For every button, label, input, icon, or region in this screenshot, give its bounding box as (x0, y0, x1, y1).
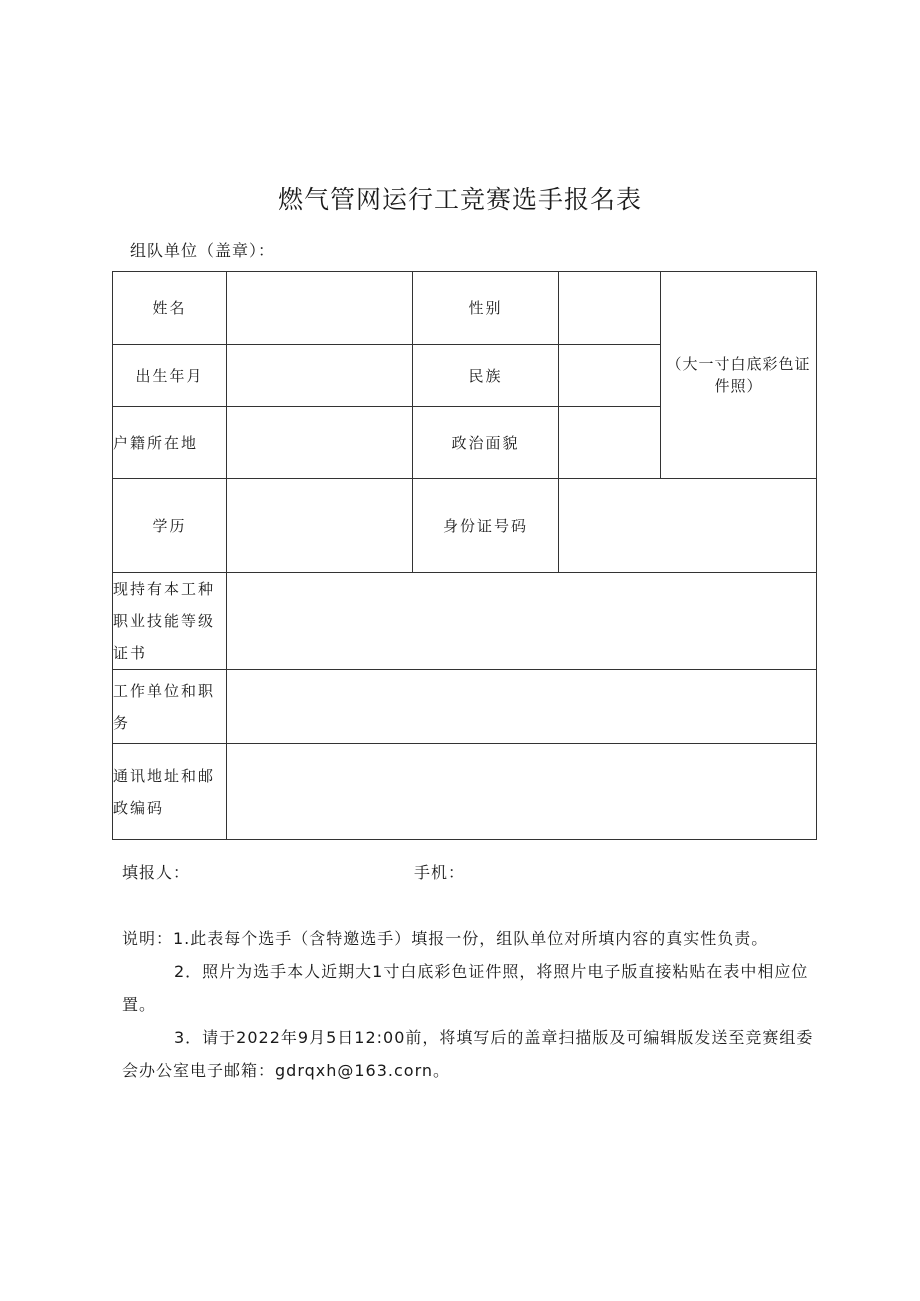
hukou-label: 户籍所在地 (113, 407, 227, 479)
work-unit-input-cell[interactable] (227, 670, 817, 744)
ethnicity-input-cell[interactable] (559, 345, 661, 407)
ethnicity-label: 民族 (413, 345, 559, 407)
page-title: 燃气管网运行工竞赛选手报名表 (277, 185, 642, 214)
notes-section (122, 922, 822, 1087)
education-label: 学历 (113, 479, 227, 573)
photo-placeholder[interactable]: （大一寸白底彩色证件照） (661, 272, 817, 479)
birth-input-cell[interactable] (227, 345, 413, 407)
note-2: 2．照片为选手本人近期大1寸白底彩色证件照，将照片电子版直接粘贴在表中相应位置。 (122, 962, 809, 1014)
education-input-cell[interactable] (227, 479, 413, 573)
gender-label: 性别 (413, 272, 559, 345)
work-unit-label: 工作单位和职务 (113, 670, 227, 744)
id-number-input-cell[interactable] (559, 479, 817, 573)
filler-label: 填报人： (122, 863, 191, 882)
note-3: 3．请于2022年9月5日12:00前，将填写后的盖章扫描版及可编辑版发送至竞赛组委会办公室电子邮箱：gdrqxh@163.corn。 (122, 1028, 814, 1080)
gender-input-cell[interactable] (559, 272, 661, 345)
certificate-label: 现持有本工种职业技能等级证书 (113, 573, 227, 670)
address-input-cell[interactable] (227, 744, 817, 840)
certificate-input-cell[interactable] (227, 573, 817, 670)
political-status-label: 政治面貌 (413, 407, 559, 479)
name-input-cell[interactable] (227, 272, 413, 345)
phone-label: 手机： (414, 863, 466, 882)
registration-form-table (112, 271, 817, 840)
birth-label: 出生年月 (113, 345, 227, 407)
name-label: 姓名 (113, 272, 227, 345)
hukou-input-cell[interactable] (227, 407, 413, 479)
id-number-label: 身份证号码 (413, 479, 559, 573)
address-label: 通讯地址和邮政编码 (113, 744, 227, 840)
org-unit-label: 组队单位（盖章）： (130, 241, 276, 260)
political-status-input-cell[interactable] (559, 407, 661, 479)
note-1: 说明：1.此表每个选手（含特邀选手）填报一份，组队单位对所填内容的真实性负责。 (122, 929, 769, 948)
